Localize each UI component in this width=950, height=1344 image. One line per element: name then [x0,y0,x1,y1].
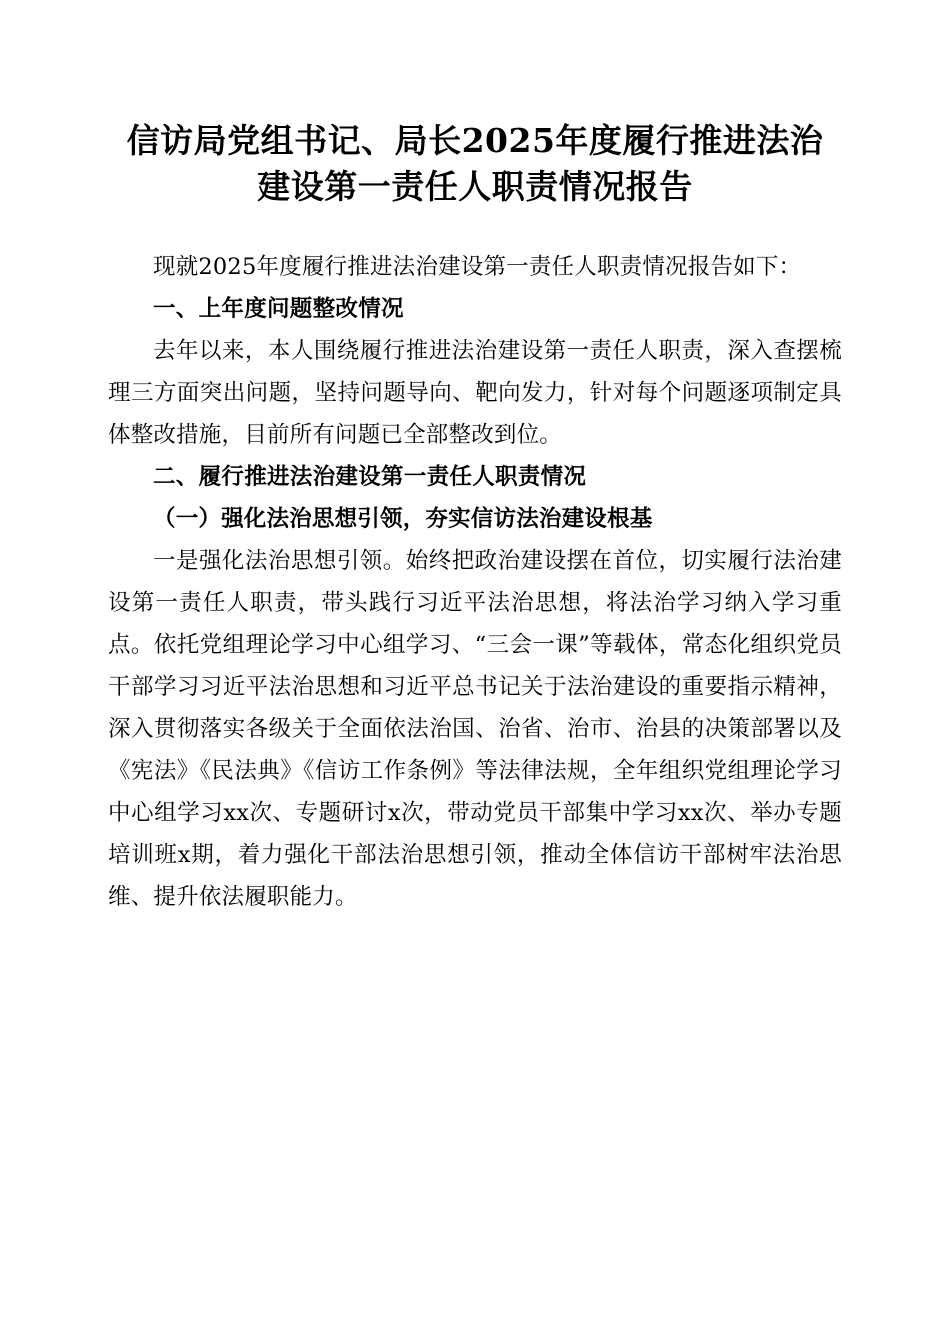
section-heading-1: 一、上年度问题整改情况 [153,296,404,322]
paragraph-intro: 现就2025年度履行推进法治建设第一责任人职责情况报告如下： [153,254,802,280]
subsection-heading-1: （一）强化法治思想引领，夯实信访法治建设根基 [153,506,653,532]
paragraph-subsection-1: 一是强化法治思想引领。始终把政治建设摆在首位，切实履行法治建设第一责任人职责，带头践行习近平法治思想，将法治学习纳入学习重点。依托党组理论学习中心组学习、“三会一课”等载体，常态化组织党员干部学习习近平法治思想和习近平总书记关于法治建设的重要指示精神，深入贯彻落实各级关于全面依法治国、治省、治市、治县的决策部署以及《宪法》《民法典》《信访工作条例》等法律法规，全年组织党组理论学习中心组学习xx次、专题研讨x次，带动党员干部集中学习xx次、举办专题培训班x期，着力强化干部法治思想引领，推动全体信访干部树牢法治思维、提升依法履职能力。 [108,548,842,910]
section-heading-2: 二、履行推进法治建设第一责任人职责情况 [153,464,587,490]
page-title: 信访局党组书记、局长2025年度履行推进法治建设第一责任人职责情况报告 [126,121,824,206]
paragraph-section-1: 去年以来，本人围绕履行推进法治建设第一责任人职责，深入查摆梳理三方面突出问题，坚持问题导向、靶向发力，针对每个问题逐项制定具体整改措施，目前所有问题已全部整改到位。 [108,338,842,448]
